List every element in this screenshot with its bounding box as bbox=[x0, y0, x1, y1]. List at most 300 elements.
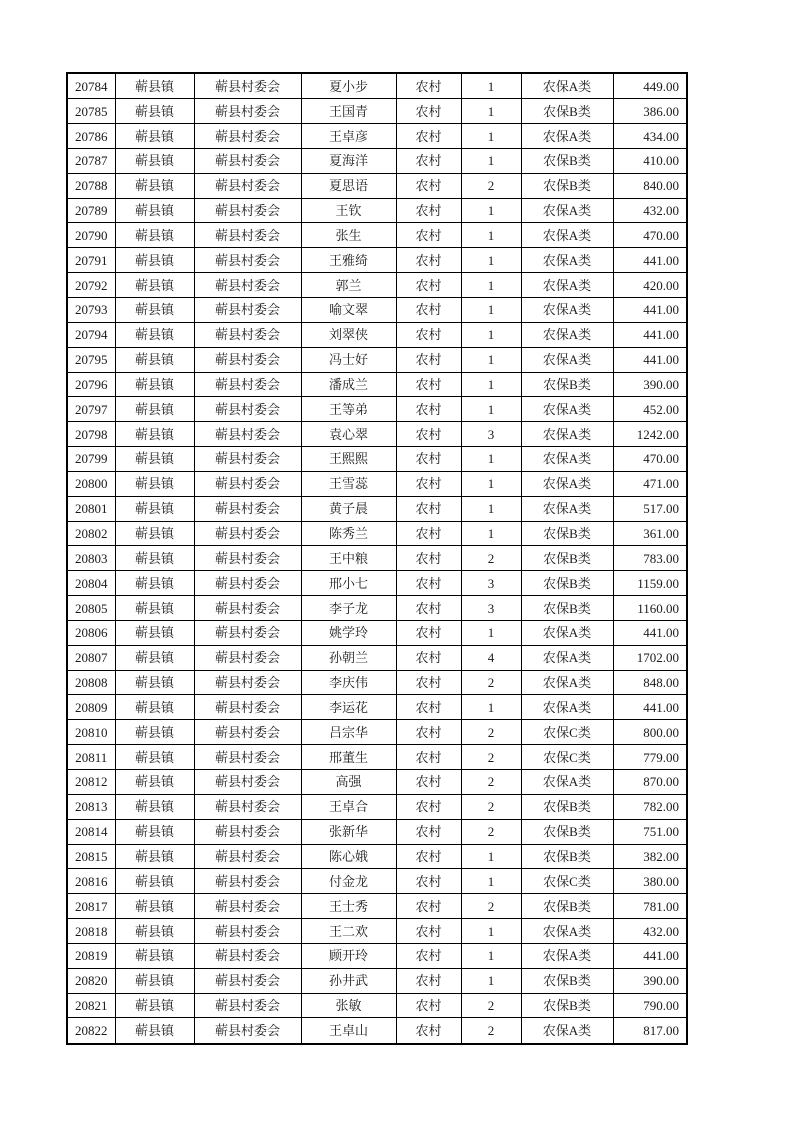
table-row bbox=[67, 968, 687, 993]
table-row bbox=[67, 720, 687, 745]
person-count-cell: 1 bbox=[461, 943, 521, 968]
town-cell: 蕲县镇 bbox=[115, 695, 194, 720]
table-row bbox=[67, 869, 687, 894]
household-category-cell: 农村 bbox=[396, 273, 461, 298]
amount-cell: 420.00 bbox=[613, 273, 687, 298]
person-name-cell: 张生 bbox=[301, 223, 396, 248]
insurance-type-cell: 农保B类 bbox=[521, 521, 613, 546]
table-row bbox=[67, 919, 687, 944]
person-name-cell: 王国青 bbox=[301, 99, 396, 124]
record-id-cell: 20800 bbox=[67, 471, 115, 496]
household-category-cell: 农村 bbox=[396, 745, 461, 770]
village-committee-cell: 蕲县村委会 bbox=[194, 571, 301, 596]
person-name-cell: 刘翠侠 bbox=[301, 322, 396, 347]
village-committee-cell: 蕲县村委会 bbox=[194, 198, 301, 223]
village-committee-cell: 蕲县村委会 bbox=[194, 297, 301, 322]
insurance-type-cell: 农保B类 bbox=[521, 372, 613, 397]
amount-cell: 441.00 bbox=[613, 322, 687, 347]
person-name-cell: 王卓合 bbox=[301, 794, 396, 819]
person-name-cell: 王钦 bbox=[301, 198, 396, 223]
person-count-cell: 2 bbox=[461, 794, 521, 819]
record-id-cell: 20803 bbox=[67, 546, 115, 571]
household-category-cell: 农村 bbox=[396, 521, 461, 546]
insurance-type-cell: 农保B类 bbox=[521, 794, 613, 819]
person-count-cell: 2 bbox=[461, 173, 521, 198]
amount-cell: 449.00 bbox=[613, 73, 687, 99]
amount-cell: 432.00 bbox=[613, 919, 687, 944]
table-row bbox=[67, 993, 687, 1018]
amount-cell: 848.00 bbox=[613, 670, 687, 695]
insurance-type-cell: 农保A类 bbox=[521, 273, 613, 298]
household-category-cell: 农村 bbox=[396, 869, 461, 894]
insurance-type-cell: 农保A类 bbox=[521, 670, 613, 695]
person-count-cell: 2 bbox=[461, 770, 521, 795]
village-committee-cell: 蕲县村委会 bbox=[194, 943, 301, 968]
person-name-cell: 袁心翠 bbox=[301, 422, 396, 447]
household-category-cell: 农村 bbox=[396, 248, 461, 273]
household-category-cell: 农村 bbox=[396, 571, 461, 596]
village-committee-cell: 蕲县村委会 bbox=[194, 993, 301, 1018]
person-count-cell: 2 bbox=[461, 819, 521, 844]
village-committee-cell: 蕲县村委会 bbox=[194, 819, 301, 844]
insurance-type-cell: 农保A类 bbox=[521, 198, 613, 223]
town-cell: 蕲县镇 bbox=[115, 645, 194, 670]
insurance-type-cell: 农保A类 bbox=[521, 124, 613, 149]
table-row bbox=[67, 620, 687, 645]
insurance-type-cell: 农保B类 bbox=[521, 148, 613, 173]
household-category-cell: 农村 bbox=[396, 148, 461, 173]
household-category-cell: 农村 bbox=[396, 670, 461, 695]
record-id-cell: 20784 bbox=[67, 73, 115, 99]
record-id-cell: 20799 bbox=[67, 447, 115, 472]
insurance-type-cell: 农保A类 bbox=[521, 297, 613, 322]
record-id-cell: 20787 bbox=[67, 148, 115, 173]
amount-cell: 470.00 bbox=[613, 447, 687, 472]
record-id-cell: 20790 bbox=[67, 223, 115, 248]
person-name-cell: 夏思语 bbox=[301, 173, 396, 198]
town-cell: 蕲县镇 bbox=[115, 496, 194, 521]
table-row bbox=[67, 73, 687, 99]
table-row bbox=[67, 670, 687, 695]
person-name-cell: 王雅绮 bbox=[301, 248, 396, 273]
town-cell: 蕲县镇 bbox=[115, 1018, 194, 1044]
household-category-cell: 农村 bbox=[396, 223, 461, 248]
household-category-cell: 农村 bbox=[396, 620, 461, 645]
amount-cell: 434.00 bbox=[613, 124, 687, 149]
table-row bbox=[67, 422, 687, 447]
person-count-cell: 1 bbox=[461, 248, 521, 273]
record-id-cell: 20818 bbox=[67, 919, 115, 944]
table-row bbox=[67, 844, 687, 869]
person-name-cell: 王中粮 bbox=[301, 546, 396, 571]
person-count-cell: 1 bbox=[461, 496, 521, 521]
amount-cell: 870.00 bbox=[613, 770, 687, 795]
town-cell: 蕲县镇 bbox=[115, 397, 194, 422]
amount-cell: 817.00 bbox=[613, 1018, 687, 1044]
amount-cell: 517.00 bbox=[613, 496, 687, 521]
record-id-cell: 20788 bbox=[67, 173, 115, 198]
person-count-cell: 1 bbox=[461, 322, 521, 347]
person-count-cell: 1 bbox=[461, 397, 521, 422]
person-name-cell: 张新华 bbox=[301, 819, 396, 844]
town-cell: 蕲县镇 bbox=[115, 422, 194, 447]
person-count-cell: 1 bbox=[461, 148, 521, 173]
person-name-cell: 喻文翠 bbox=[301, 297, 396, 322]
record-id-cell: 20817 bbox=[67, 894, 115, 919]
record-id-cell: 20806 bbox=[67, 620, 115, 645]
town-cell: 蕲县镇 bbox=[115, 73, 194, 99]
amount-cell: 410.00 bbox=[613, 148, 687, 173]
person-count-cell: 1 bbox=[461, 223, 521, 248]
person-count-cell: 1 bbox=[461, 869, 521, 894]
town-cell: 蕲县镇 bbox=[115, 148, 194, 173]
town-cell: 蕲县镇 bbox=[115, 919, 194, 944]
village-committee-cell: 蕲县村委会 bbox=[194, 248, 301, 273]
town-cell: 蕲县镇 bbox=[115, 968, 194, 993]
record-id-cell: 20811 bbox=[67, 745, 115, 770]
table-row bbox=[67, 496, 687, 521]
person-name-cell: 夏小步 bbox=[301, 73, 396, 99]
person-name-cell: 孙井武 bbox=[301, 968, 396, 993]
person-name-cell: 王熙熙 bbox=[301, 447, 396, 472]
table-row bbox=[67, 645, 687, 670]
amount-cell: 1242.00 bbox=[613, 422, 687, 447]
village-committee-cell: 蕲县村委会 bbox=[194, 372, 301, 397]
person-name-cell: 邢董生 bbox=[301, 745, 396, 770]
insurance-type-cell: 农保C类 bbox=[521, 745, 613, 770]
town-cell: 蕲县镇 bbox=[115, 844, 194, 869]
amount-cell: 840.00 bbox=[613, 173, 687, 198]
record-id-cell: 20819 bbox=[67, 943, 115, 968]
village-committee-cell: 蕲县村委会 bbox=[194, 670, 301, 695]
record-id-cell: 20791 bbox=[67, 248, 115, 273]
household-category-cell: 农村 bbox=[396, 695, 461, 720]
person-name-cell: 张敏 bbox=[301, 993, 396, 1018]
person-name-cell: 吕宗华 bbox=[301, 720, 396, 745]
table-row bbox=[67, 372, 687, 397]
table-row bbox=[67, 223, 687, 248]
household-category-cell: 农村 bbox=[396, 720, 461, 745]
record-id-cell: 20810 bbox=[67, 720, 115, 745]
person-name-cell: 冯士好 bbox=[301, 347, 396, 372]
record-id-cell: 20814 bbox=[67, 819, 115, 844]
amount-cell: 471.00 bbox=[613, 471, 687, 496]
town-cell: 蕲县镇 bbox=[115, 124, 194, 149]
household-category-cell: 农村 bbox=[396, 397, 461, 422]
town-cell: 蕲县镇 bbox=[115, 99, 194, 124]
amount-cell: 390.00 bbox=[613, 968, 687, 993]
village-committee-cell: 蕲县村委会 bbox=[194, 620, 301, 645]
household-category-cell: 农村 bbox=[396, 198, 461, 223]
record-id-cell: 20789 bbox=[67, 198, 115, 223]
insurance-type-cell: 农保B类 bbox=[521, 844, 613, 869]
household-category-cell: 农村 bbox=[396, 968, 461, 993]
village-committee-cell: 蕲县村委会 bbox=[194, 745, 301, 770]
household-category-cell: 农村 bbox=[396, 124, 461, 149]
insurance-type-cell: 农保A类 bbox=[521, 397, 613, 422]
person-count-cell: 2 bbox=[461, 546, 521, 571]
table-row bbox=[67, 447, 687, 472]
table-row bbox=[67, 894, 687, 919]
table-row bbox=[67, 124, 687, 149]
record-id-cell: 20822 bbox=[67, 1018, 115, 1044]
village-committee-cell: 蕲县村委会 bbox=[194, 447, 301, 472]
record-id-cell: 20807 bbox=[67, 645, 115, 670]
person-count-cell: 1 bbox=[461, 471, 521, 496]
amount-cell: 382.00 bbox=[613, 844, 687, 869]
record-id-cell: 20792 bbox=[67, 273, 115, 298]
amount-cell: 1160.00 bbox=[613, 596, 687, 621]
table-row bbox=[67, 571, 687, 596]
person-count-cell: 1 bbox=[461, 124, 521, 149]
town-cell: 蕲县镇 bbox=[115, 869, 194, 894]
person-name-cell: 王等弟 bbox=[301, 397, 396, 422]
record-id-cell: 20815 bbox=[67, 844, 115, 869]
insurance-type-cell: 农保C类 bbox=[521, 869, 613, 894]
table-row bbox=[67, 546, 687, 571]
village-committee-cell: 蕲县村委会 bbox=[194, 99, 301, 124]
person-count-cell: 1 bbox=[461, 99, 521, 124]
person-name-cell: 姚学玲 bbox=[301, 620, 396, 645]
household-category-cell: 农村 bbox=[396, 372, 461, 397]
record-id-cell: 20797 bbox=[67, 397, 115, 422]
insurance-type-cell: 农保B类 bbox=[521, 596, 613, 621]
insurance-type-cell: 农保A类 bbox=[521, 322, 613, 347]
village-committee-cell: 蕲县村委会 bbox=[194, 347, 301, 372]
amount-cell: 783.00 bbox=[613, 546, 687, 571]
person-count-cell: 2 bbox=[461, 993, 521, 1018]
household-category-cell: 农村 bbox=[396, 99, 461, 124]
amount-cell: 441.00 bbox=[613, 695, 687, 720]
village-committee-cell: 蕲县村委会 bbox=[194, 124, 301, 149]
household-category-cell: 农村 bbox=[396, 919, 461, 944]
village-committee-cell: 蕲县村委会 bbox=[194, 894, 301, 919]
town-cell: 蕲县镇 bbox=[115, 571, 194, 596]
town-cell: 蕲县镇 bbox=[115, 670, 194, 695]
town-cell: 蕲县镇 bbox=[115, 794, 194, 819]
record-id-cell: 20794 bbox=[67, 322, 115, 347]
household-category-cell: 农村 bbox=[396, 322, 461, 347]
town-cell: 蕲县镇 bbox=[115, 993, 194, 1018]
town-cell: 蕲县镇 bbox=[115, 745, 194, 770]
town-cell: 蕲县镇 bbox=[115, 322, 194, 347]
person-count-cell: 1 bbox=[461, 521, 521, 546]
person-name-cell: 李庆伟 bbox=[301, 670, 396, 695]
insurance-type-cell: 农保B类 bbox=[521, 546, 613, 571]
village-committee-cell: 蕲县村委会 bbox=[194, 919, 301, 944]
household-category-cell: 农村 bbox=[396, 422, 461, 447]
town-cell: 蕲县镇 bbox=[115, 372, 194, 397]
household-category-cell: 农村 bbox=[396, 347, 461, 372]
town-cell: 蕲县镇 bbox=[115, 223, 194, 248]
record-id-cell: 20798 bbox=[67, 422, 115, 447]
town-cell: 蕲县镇 bbox=[115, 347, 194, 372]
person-count-cell: 1 bbox=[461, 447, 521, 472]
person-count-cell: 1 bbox=[461, 297, 521, 322]
person-count-cell: 3 bbox=[461, 596, 521, 621]
amount-cell: 470.00 bbox=[613, 223, 687, 248]
town-cell: 蕲县镇 bbox=[115, 471, 194, 496]
household-category-cell: 农村 bbox=[396, 173, 461, 198]
household-category-cell: 农村 bbox=[396, 819, 461, 844]
person-count-cell: 1 bbox=[461, 198, 521, 223]
person-count-cell: 1 bbox=[461, 695, 521, 720]
person-name-cell: 邢小七 bbox=[301, 571, 396, 596]
table-row bbox=[67, 471, 687, 496]
household-category-cell: 农村 bbox=[396, 73, 461, 99]
insurance-type-cell: 农保B类 bbox=[521, 819, 613, 844]
person-name-cell: 顾开玲 bbox=[301, 943, 396, 968]
person-count-cell: 1 bbox=[461, 620, 521, 645]
town-cell: 蕲县镇 bbox=[115, 447, 194, 472]
person-name-cell: 高强 bbox=[301, 770, 396, 795]
person-name-cell: 潘成兰 bbox=[301, 372, 396, 397]
insurance-type-cell: 农保B类 bbox=[521, 571, 613, 596]
person-name-cell: 夏海洋 bbox=[301, 148, 396, 173]
town-cell: 蕲县镇 bbox=[115, 943, 194, 968]
person-count-cell: 4 bbox=[461, 645, 521, 670]
town-cell: 蕲县镇 bbox=[115, 819, 194, 844]
person-count-cell: 3 bbox=[461, 571, 521, 596]
village-committee-cell: 蕲县村委会 bbox=[194, 869, 301, 894]
table-row bbox=[67, 297, 687, 322]
village-committee-cell: 蕲县村委会 bbox=[194, 695, 301, 720]
village-committee-cell: 蕲县村委会 bbox=[194, 73, 301, 99]
insurance-type-cell: 农保A类 bbox=[521, 943, 613, 968]
village-committee-cell: 蕲县村委会 bbox=[194, 770, 301, 795]
table-row bbox=[67, 173, 687, 198]
table-row bbox=[67, 1018, 687, 1044]
table-row bbox=[67, 347, 687, 372]
amount-cell: 386.00 bbox=[613, 99, 687, 124]
person-name-cell: 王二欢 bbox=[301, 919, 396, 944]
amount-cell: 1159.00 bbox=[613, 571, 687, 596]
insurance-type-cell: 农保A类 bbox=[521, 223, 613, 248]
person-name-cell: 王卓彦 bbox=[301, 124, 396, 149]
town-cell: 蕲县镇 bbox=[115, 596, 194, 621]
record-id-cell: 20802 bbox=[67, 521, 115, 546]
record-id-cell: 20808 bbox=[67, 670, 115, 695]
table-row bbox=[67, 397, 687, 422]
person-name-cell: 黄子晨 bbox=[301, 496, 396, 521]
town-cell: 蕲县镇 bbox=[115, 521, 194, 546]
person-name-cell: 李子龙 bbox=[301, 596, 396, 621]
table-row bbox=[67, 596, 687, 621]
town-cell: 蕲县镇 bbox=[115, 173, 194, 198]
record-id-cell: 20795 bbox=[67, 347, 115, 372]
insurance-type-cell: 农保A类 bbox=[521, 770, 613, 795]
table-row bbox=[67, 745, 687, 770]
record-id-cell: 20805 bbox=[67, 596, 115, 621]
amount-cell: 361.00 bbox=[613, 521, 687, 546]
amount-cell: 441.00 bbox=[613, 297, 687, 322]
town-cell: 蕲县镇 bbox=[115, 198, 194, 223]
insurance-type-cell: 农保C类 bbox=[521, 720, 613, 745]
table-row bbox=[67, 695, 687, 720]
household-category-cell: 农村 bbox=[396, 546, 461, 571]
record-id-cell: 20785 bbox=[67, 99, 115, 124]
table-row bbox=[67, 273, 687, 298]
person-count-cell: 3 bbox=[461, 422, 521, 447]
town-cell: 蕲县镇 bbox=[115, 248, 194, 273]
table-row bbox=[67, 198, 687, 223]
insurance-type-cell: 农保A类 bbox=[521, 620, 613, 645]
household-category-cell: 农村 bbox=[396, 447, 461, 472]
table-row bbox=[67, 248, 687, 273]
person-count-cell: 2 bbox=[461, 894, 521, 919]
person-name-cell: 陈心娥 bbox=[301, 844, 396, 869]
record-id-cell: 20813 bbox=[67, 794, 115, 819]
insurance-type-cell: 农保A类 bbox=[521, 1018, 613, 1044]
person-name-cell: 王士秀 bbox=[301, 894, 396, 919]
amount-cell: 452.00 bbox=[613, 397, 687, 422]
village-committee-cell: 蕲县村委会 bbox=[194, 794, 301, 819]
town-cell: 蕲县镇 bbox=[115, 546, 194, 571]
person-name-cell: 孙朝兰 bbox=[301, 645, 396, 670]
person-count-cell: 1 bbox=[461, 347, 521, 372]
household-category-cell: 农村 bbox=[396, 596, 461, 621]
insurance-type-cell: 农保B类 bbox=[521, 99, 613, 124]
insurance-type-cell: 农保A类 bbox=[521, 919, 613, 944]
household-category-cell: 农村 bbox=[396, 943, 461, 968]
household-category-cell: 农村 bbox=[396, 496, 461, 521]
person-count-cell: 1 bbox=[461, 372, 521, 397]
amount-cell: 380.00 bbox=[613, 869, 687, 894]
village-committee-cell: 蕲县村委会 bbox=[194, 223, 301, 248]
village-committee-cell: 蕲县村委会 bbox=[194, 148, 301, 173]
records-table bbox=[66, 72, 688, 1045]
table-row bbox=[67, 521, 687, 546]
town-cell: 蕲县镇 bbox=[115, 273, 194, 298]
village-committee-cell: 蕲县村委会 bbox=[194, 1018, 301, 1044]
records-table-body bbox=[67, 73, 687, 1044]
table-row bbox=[67, 770, 687, 795]
amount-cell: 441.00 bbox=[613, 943, 687, 968]
village-committee-cell: 蕲县村委会 bbox=[194, 596, 301, 621]
record-id-cell: 20820 bbox=[67, 968, 115, 993]
household-category-cell: 农村 bbox=[396, 993, 461, 1018]
village-committee-cell: 蕲县村委会 bbox=[194, 496, 301, 521]
person-name-cell: 李运花 bbox=[301, 695, 396, 720]
village-committee-cell: 蕲县村委会 bbox=[194, 720, 301, 745]
household-category-cell: 农村 bbox=[396, 645, 461, 670]
town-cell: 蕲县镇 bbox=[115, 720, 194, 745]
village-committee-cell: 蕲县村委会 bbox=[194, 471, 301, 496]
table-row bbox=[67, 99, 687, 124]
person-count-cell: 2 bbox=[461, 670, 521, 695]
village-committee-cell: 蕲县村委会 bbox=[194, 273, 301, 298]
amount-cell: 441.00 bbox=[613, 248, 687, 273]
record-id-cell: 20796 bbox=[67, 372, 115, 397]
person-name-cell: 陈秀兰 bbox=[301, 521, 396, 546]
village-committee-cell: 蕲县村委会 bbox=[194, 546, 301, 571]
person-count-cell: 1 bbox=[461, 844, 521, 869]
record-id-cell: 20816 bbox=[67, 869, 115, 894]
person-name-cell: 王卓山 bbox=[301, 1018, 396, 1044]
village-committee-cell: 蕲县村委会 bbox=[194, 173, 301, 198]
amount-cell: 781.00 bbox=[613, 894, 687, 919]
household-category-cell: 农村 bbox=[396, 1018, 461, 1044]
insurance-type-cell: 农保B类 bbox=[521, 993, 613, 1018]
insurance-type-cell: 农保A类 bbox=[521, 695, 613, 720]
town-cell: 蕲县镇 bbox=[115, 297, 194, 322]
household-category-cell: 农村 bbox=[396, 297, 461, 322]
village-committee-cell: 蕲县村委会 bbox=[194, 968, 301, 993]
amount-cell: 779.00 bbox=[613, 745, 687, 770]
household-category-cell: 农村 bbox=[396, 770, 461, 795]
amount-cell: 441.00 bbox=[613, 620, 687, 645]
household-category-cell: 农村 bbox=[396, 471, 461, 496]
